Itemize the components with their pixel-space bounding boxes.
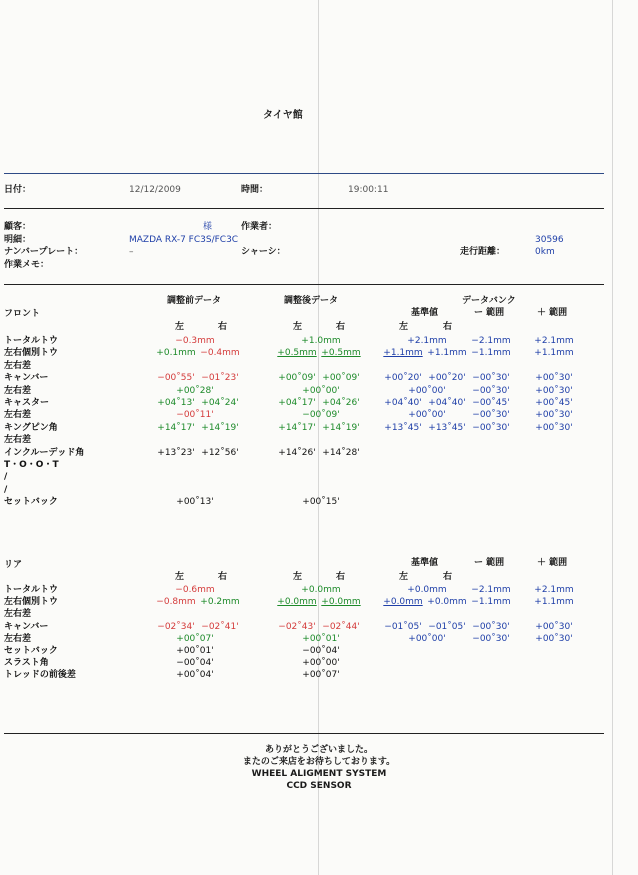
value-plus: +00˚45' (535, 398, 573, 408)
value-std-l: +04˚40' (384, 398, 422, 408)
value-before-r: +12˚56' (201, 447, 239, 458)
value-after-total: +00˚00' (302, 658, 340, 669)
value-std-l: −01˚05' (384, 621, 422, 632)
value-before-r: +14˚19' (201, 422, 239, 433)
divider (4, 284, 604, 285)
table-row (0, 645, 638, 657)
return-visit-text: またのご来店をお待ちしております。 (242, 757, 396, 767)
table-row (0, 347, 638, 359)
table-row (0, 484, 638, 496)
value-after-total: −00˚04' (302, 646, 340, 656)
value-minus: −00˚30' (472, 410, 510, 421)
row-label: 左右差 (4, 435, 32, 446)
value-after-r: +0.0mm (321, 597, 361, 608)
right-header: 右 (443, 322, 453, 332)
value-before-total: −00˚11' (176, 410, 214, 421)
value-after-total: +0.0mm (301, 585, 341, 595)
table-row (0, 596, 638, 608)
table-row (0, 633, 638, 645)
value-after-l: +0.0mm (277, 597, 317, 608)
row-label: キャスター (4, 398, 50, 408)
row-label: スラスト角 (4, 658, 49, 669)
value-minus: −2.1mm (471, 585, 511, 595)
customer-honorific: 様 (203, 222, 213, 232)
value-before-r: +0.2mm (200, 597, 240, 608)
right-header: 右 (336, 322, 346, 332)
table-row (0, 496, 638, 508)
value-std-r: +1.1mm (427, 348, 467, 359)
value-std-r: −01˚05' (428, 621, 466, 632)
chassis-label: シャーシ： (241, 247, 286, 257)
row-label: セットバック (4, 646, 58, 656)
right-header: 右 (218, 322, 228, 332)
value-plus: +1.1mm (534, 597, 574, 608)
left-header: 左 (399, 322, 409, 332)
left-header: 左 (175, 572, 185, 582)
minus-range-header: ー 範囲 (474, 308, 505, 318)
value-plus: +00˚30' (535, 385, 573, 396)
value-minus: −00˚45' (472, 398, 510, 408)
right-header: 右 (218, 572, 228, 582)
value-before-total: +00˚01' (176, 646, 214, 656)
value-std-r: +04˚40' (428, 398, 466, 408)
row-label: セットバック (4, 497, 58, 508)
front-section-label: フロント (4, 309, 41, 319)
left-header: 左 (175, 322, 185, 332)
plus-range-header: ＋ 範囲 (537, 308, 568, 318)
value-after-r: +14˚19' (322, 422, 360, 433)
value-before-r: −02˚41' (201, 621, 239, 632)
mileage-value: 0km (535, 247, 555, 257)
value-before-r: −0.4mm (200, 348, 240, 359)
value-before-total: +00˚28' (176, 385, 214, 396)
value-minus: −00˚30' (472, 385, 510, 396)
value-before-l: +0.1mm (156, 348, 196, 359)
value-before-total: −00˚04' (176, 658, 214, 669)
table-row (0, 409, 638, 421)
value-before-total: −0.6mm (175, 585, 215, 595)
sensor-name: CCD SENSOR (286, 781, 352, 791)
rear-section-label: リア (4, 560, 23, 570)
table-row (0, 385, 638, 397)
table-row (0, 360, 638, 372)
value-after-total: +00˚07' (302, 670, 340, 681)
value-after-total: +00˚15' (302, 497, 340, 508)
databank-header: データバンク (462, 296, 516, 306)
table-row (0, 434, 638, 446)
row-label: 左右個別トウ (4, 348, 59, 359)
right-header: 右 (443, 572, 453, 582)
table-row (0, 608, 638, 620)
plate-label: ナンバープレート： (4, 247, 84, 257)
row-label: 左右差 (4, 360, 32, 371)
divider (4, 208, 604, 209)
value-before-r: +04˚24' (201, 398, 239, 408)
after-data-header: 調整後データ (284, 296, 339, 306)
value-after-l: +00˚09' (278, 373, 316, 384)
details-label: 明細： (4, 235, 32, 245)
row-label: 左右個別トウ (4, 597, 59, 608)
value-after-r: +14˚28' (322, 447, 360, 458)
value-before-total: +00˚07' (176, 633, 214, 644)
plate-value: – (129, 247, 134, 257)
table-row (0, 621, 638, 633)
row-label: 左右差 (4, 410, 32, 421)
value-std-r: +0.0mm (427, 597, 467, 608)
thank-you-text: ありがとうございました。 (264, 745, 373, 755)
value-after-total: +1.0mm (301, 336, 341, 346)
value-std-total: +0.0mm (407, 585, 447, 595)
mileage-label: 走行距離： (460, 247, 506, 257)
value-after-r: +04˚26' (322, 398, 360, 408)
value-after-r: +0.5mm (321, 348, 361, 359)
value-before-r: −01˚23' (201, 373, 239, 384)
value-after-l: +04˚17' (278, 398, 316, 408)
row-label: / (4, 484, 8, 495)
value-after-l: +14˚17' (278, 422, 316, 433)
value-std-l: +00˚20' (384, 373, 422, 384)
value-before-total: +00˚04' (176, 670, 214, 681)
memo-label: 作業メモ： (4, 260, 50, 270)
divider (4, 733, 604, 734)
value-std-r: +00˚20' (428, 373, 466, 384)
value-before-l: −00˚55' (157, 373, 195, 384)
report-title: タイヤ館 (263, 110, 303, 121)
divider (4, 173, 604, 174)
value-plus: +00˚30' (535, 373, 573, 384)
value-std-total: +00˚00' (408, 385, 446, 396)
row-label: キングピン角 (4, 422, 58, 433)
row-label: T・O・O・T (4, 460, 59, 470)
value-minus: −1.1mm (471, 597, 511, 608)
standard-header: 基準値 (411, 558, 439, 568)
plus-range-header: ＋ 範囲 (537, 558, 568, 568)
value-before-l: −0.8mm (156, 597, 196, 608)
worker-label: 作業者： (241, 222, 278, 232)
value-after-total: +00˚01' (302, 633, 340, 644)
row-label: トータルトウ (4, 336, 59, 346)
vehicle-model: MAZDA RX-7 FC3S/FC3C (129, 235, 239, 245)
table-row (0, 459, 638, 471)
value-std-l: +13˚45' (384, 422, 422, 433)
standard-header: 基準値 (411, 308, 439, 318)
value-plus: +00˚30' (535, 621, 573, 632)
value-after-total: +00˚00' (302, 385, 340, 396)
table-row (0, 447, 638, 459)
value-after-l: −02˚43' (278, 621, 316, 632)
time-label: 時間： (241, 185, 269, 195)
row-label: トレッドの前後差 (4, 670, 76, 681)
table-row (0, 669, 638, 681)
row-label: キャンバー (4, 373, 49, 384)
value-minus: −00˚30' (472, 422, 510, 433)
row-label: / (4, 472, 8, 483)
value-std-total: +2.1mm (407, 336, 447, 346)
system-name: WHEEL ALIGMENT SYSTEM (251, 769, 387, 779)
left-header: 左 (399, 572, 409, 582)
row-label: インクルーデッド角 (4, 447, 85, 458)
date-value: 12/12/2009 (129, 185, 181, 195)
row-label: 左右差 (4, 609, 32, 620)
value-after-r: +00˚09' (322, 373, 360, 384)
value-before-total: +00˚13' (176, 497, 214, 508)
table-row (0, 372, 638, 384)
customer-label: 顧客： (4, 222, 32, 232)
table-row (0, 335, 638, 347)
right-header: 右 (336, 572, 346, 582)
value-plus: +2.1mm (534, 585, 574, 595)
value-minus: −2.1mm (471, 336, 511, 346)
left-header: 左 (293, 572, 303, 582)
value-minus: −00˚30' (472, 373, 510, 384)
table-row (0, 397, 638, 409)
before-data-header: 調整前データ (167, 296, 222, 306)
value-after-l: +14˚26' (278, 447, 316, 458)
left-header: 左 (293, 322, 303, 332)
table-row (0, 657, 638, 669)
value-std-l: +0.0mm (383, 597, 423, 608)
row-label: 左右差 (4, 385, 32, 396)
value-before-total: −0.3mm (175, 336, 215, 346)
value-before-l: +04˚13' (157, 398, 195, 408)
date-label: 日付： (4, 185, 32, 195)
value-before-l: +13˚23' (157, 447, 195, 458)
value-after-total: −00˚09' (302, 410, 340, 421)
value-before-l: +14˚17' (157, 422, 195, 433)
value-minus: −1.1mm (471, 348, 511, 359)
value-before-l: −02˚34' (157, 621, 195, 632)
vehicle-number: 30596 (535, 235, 564, 245)
value-std-total: +00˚00' (408, 410, 446, 421)
value-after-l: +0.5mm (277, 348, 317, 359)
value-plus: +00˚30' (535, 410, 573, 421)
time-value: 19:00:11 (348, 185, 389, 195)
row-label: 左右差 (4, 633, 32, 644)
value-plus: +2.1mm (534, 336, 574, 346)
value-plus: +00˚30' (535, 633, 573, 644)
value-plus: +00˚30' (535, 422, 573, 433)
value-plus: +1.1mm (534, 348, 574, 359)
value-minus: −00˚30' (472, 621, 510, 632)
value-minus: −00˚30' (472, 633, 510, 644)
row-label: トータルトウ (4, 585, 59, 595)
row-label: キャンバー (4, 621, 49, 632)
value-std-total: +00˚00' (408, 633, 446, 644)
value-std-r: +13˚45' (428, 422, 466, 433)
table-row (0, 471, 638, 483)
value-std-l: +1.1mm (383, 348, 423, 359)
table-row (0, 584, 638, 596)
table-row (0, 422, 638, 434)
value-after-r: −02˚44' (322, 621, 360, 632)
minus-range-header: ー 範囲 (474, 558, 505, 568)
